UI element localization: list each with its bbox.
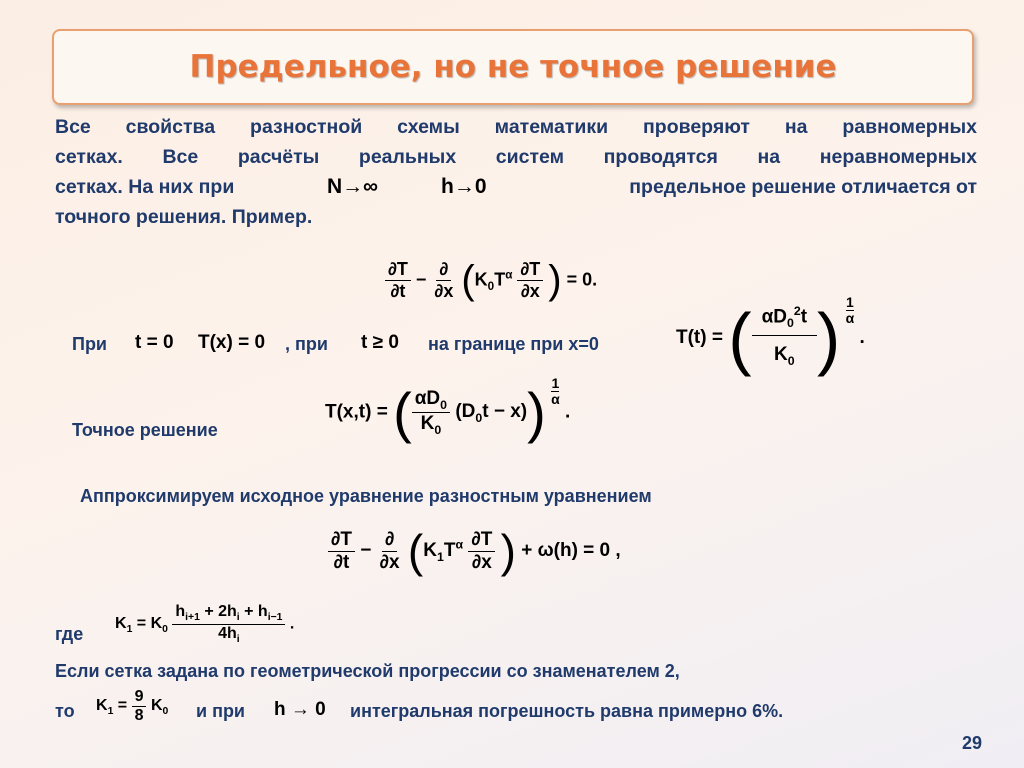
label-comma-pri: , при bbox=[285, 334, 328, 354]
intro-line-2: сетках. Все расчёты реальных систем проводятся на неравномерных bbox=[55, 146, 977, 168]
intro-line-3-b: предельное решение отличается от bbox=[629, 176, 977, 198]
equation-exact: T(x,t) = ( $\frac{\alpha D_0}{K_0}$ $(D_0t - x)$) $\frac{1}{\alpha}$ . bbox=[325, 374, 571, 444]
label-gde: где bbox=[55, 624, 84, 644]
label-exact: Точное решение bbox=[72, 420, 218, 440]
title-box bbox=[52, 29, 974, 105]
intro-line-3 bbox=[55, 172, 977, 202]
label-boundary: на границе при x=0 bbox=[428, 334, 599, 354]
intro-line-1: Все свойства разностной схемы математики проверяют на равномерных bbox=[55, 116, 977, 138]
slide-title: Предельное, но не точное решение bbox=[189, 49, 837, 85]
cond-h-to-zero: h → 0 bbox=[274, 699, 326, 720]
label-pri: При bbox=[72, 334, 107, 354]
cond-Tx-zero: T(x) = 0 bbox=[198, 332, 266, 353]
intro-line-4: точного решения. Пример. bbox=[55, 206, 313, 228]
label-to: то bbox=[55, 701, 75, 721]
equation-k1-ratio: $K_1$ = $\frac{9}{8}$ $K_0$ bbox=[96, 688, 169, 725]
equation-boundary: T(t) = ( $\frac{\alpha D_0^2t}{K_0}$ ) $\frac{1}{\alpha}$ . bbox=[676, 294, 865, 377]
cond-n-infinity: N→∞ bbox=[327, 175, 379, 198]
cond-t-ge-zero: t ≥ 0 bbox=[361, 332, 399, 353]
equation-difference: $\frac{\partial T}{\partial t}$ − $\frac{\partial}{\partial x}$ ($K_1T^\alpha$ $\frac{\partial T}{\partial x}$ ) + ω(h) = 0 , bbox=[328, 524, 621, 578]
label-error: интегральная погрешность равна примерно 6%. bbox=[350, 701, 784, 721]
cond-t-zero: t = 0 bbox=[135, 332, 174, 353]
equation-k1: $K_1 = K_0$ $\frac{h_{i+1} + 2h_i + h_{i-1}}{4h_i}$ . bbox=[115, 603, 295, 646]
label-geometric: Если сетка задана по геометрической прогрессии со знаменателем 2, bbox=[55, 661, 680, 681]
intro-paragraph bbox=[55, 112, 977, 232]
label-approx: Аппроксимируем исходное уравнение разностным уравнением bbox=[80, 486, 652, 506]
equation-heat: $\frac{\partial T}{\partial t}$ − $\frac{\partial}{\partial x}$ ($K_0T^\alpha$ $\frac{\partial T}{\partial x}$ ) = 0. bbox=[385, 258, 597, 303]
page-number: 29 bbox=[961, 733, 982, 753]
cond-h-zero: h→0 bbox=[441, 175, 487, 198]
label-i-pri: и при bbox=[196, 701, 245, 721]
intro-line-3-a: сетках. На них при bbox=[55, 176, 235, 198]
